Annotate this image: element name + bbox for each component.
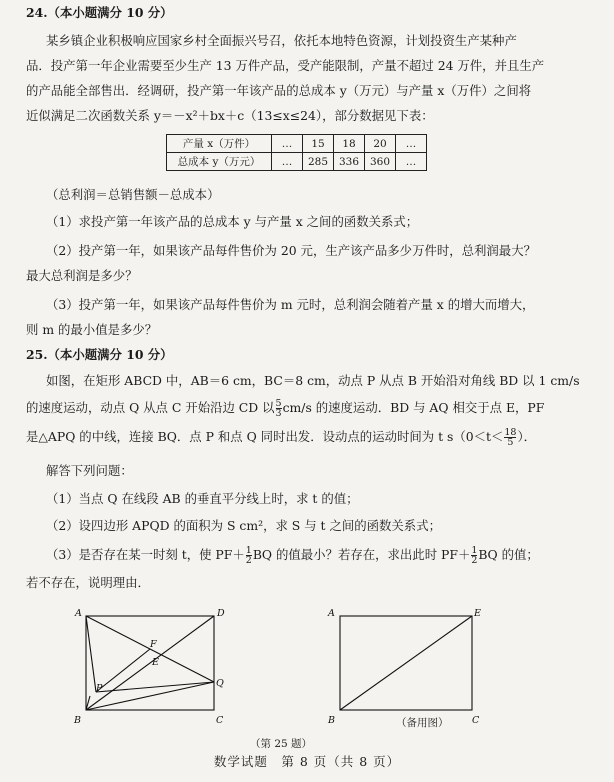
q24-part-3a: （3）投产第一年，如果该产品每件售价为 m 元时，总利润会随着产量 x 的增大而增大， xyxy=(46,297,535,312)
table-cell: 18 xyxy=(334,135,365,153)
q24-intro-line-4: 近似满足二次函数关系 y＝－x²＋bx＋c（13≤x≤24），部分数据见下表： xyxy=(26,108,434,123)
label-e: E xyxy=(474,608,481,619)
table-header-x: 产量 x（万件） xyxy=(167,135,272,153)
label-p: P xyxy=(96,683,103,694)
fraction-numerator: 18 xyxy=(504,427,517,438)
time-fraction xyxy=(504,428,516,447)
diagonal-backup xyxy=(340,616,472,710)
q24-intro-line-2: 品．投产第一年企业需要至少生产 13 万件产品，受产能限制，产量不超过 24 万件，并且生产 xyxy=(26,58,545,73)
table-cell: … xyxy=(272,153,303,171)
q25-line-3 xyxy=(26,428,596,447)
q24-intro-line-1: 某乡镇企业积极响应国家乡村全面振兴号召，依托本地特色资源，计划投资生产某种产 xyxy=(46,33,517,48)
q25-part-2: （2）设四边形 APQD 的面积为 S cm²，求 S 与 t 之间的函数关系式； xyxy=(46,518,441,533)
figure-backup xyxy=(322,602,487,728)
q24-note: （总利润＝总销售额－总成本） xyxy=(46,187,220,202)
q25-line-2 xyxy=(26,399,596,418)
q24-part-1: （1）求投产第一年该产品的总成本 y 与产量 x 之间的函数关系式； xyxy=(46,214,419,229)
q25-solve: 解答下列问题： xyxy=(46,463,133,478)
q24-part-2a: （2）投产第一年，如果该产品每件售价为 20 元，生产该产品多少万件时，总利润最大？ xyxy=(46,243,536,258)
label-c: C xyxy=(472,715,480,726)
label-e: E xyxy=(152,657,159,668)
q25-line-1: 如图，在矩形 ABCD 中，AB＝6 cm，BC＝8 cm，动点 P 从点 B 开始沿对角线 BD 以 1 cm/s xyxy=(46,373,580,388)
label-b: B xyxy=(328,715,335,726)
table-row-y xyxy=(167,153,427,171)
table-cell: 336 xyxy=(334,153,365,171)
table-cell: … xyxy=(396,135,427,153)
fraction-denominator: 2 xyxy=(471,555,478,566)
data-table xyxy=(166,134,427,171)
q25-line-3-post: ）． xyxy=(517,429,537,444)
table-cell: … xyxy=(272,135,303,153)
table-row-x xyxy=(167,135,427,153)
half-fraction xyxy=(246,546,252,565)
segment-pq xyxy=(96,682,214,692)
label-f: F xyxy=(150,639,157,650)
table-cell: 360 xyxy=(365,153,396,171)
half-fraction xyxy=(471,546,477,565)
speed-fraction xyxy=(276,399,282,418)
caption-main: （第 25 题） xyxy=(250,738,313,750)
q25-part-1: （1）当点 Q 在线段 AB 的垂直平分线上时，求 t 的值； xyxy=(46,491,359,506)
fraction-denominator: 3 xyxy=(275,408,282,419)
q25-title: 25.（本小题满分 10 分） xyxy=(26,347,173,362)
q25-part-3 xyxy=(46,546,596,565)
label-a: A xyxy=(75,608,82,619)
fraction-numerator: 1 xyxy=(245,545,252,556)
fraction-numerator: 1 xyxy=(471,545,478,556)
q24-part-3b: 则 m 的最小值是多少？ xyxy=(26,322,158,337)
table-cell: … xyxy=(396,153,427,171)
figure-main xyxy=(66,602,226,728)
caption-backup: （备用图） xyxy=(396,717,449,729)
q25-line-2-pre: 的速度运动，动点 Q 从点 C 开始沿边 CD 以 xyxy=(26,400,275,415)
q25-part-3-post: BQ 的值； xyxy=(478,547,539,562)
label-c: C xyxy=(216,715,224,726)
label-q: Q xyxy=(216,678,224,689)
fraction-denominator: 5 xyxy=(507,437,514,448)
table-header-y: 总成本 y（万元） xyxy=(167,153,272,171)
q24-title: 24.（本小题满分 10 分） xyxy=(26,5,173,20)
q25-part-3b: 若不存在，说明理由． xyxy=(26,575,150,590)
q25-part-3-pre: （3）是否存在某一时刻 t，使 PF＋ xyxy=(46,547,245,562)
segment-pf xyxy=(96,649,150,692)
table-cell: 285 xyxy=(303,153,334,171)
q25-line-3-pre: 是△APQ 的中线，连接 BQ．点 P 和点 Q 同时出发．设动点的运动时间为 t s（0＜t＜ xyxy=(26,429,504,444)
label-d: D xyxy=(217,608,225,619)
table-cell: 15 xyxy=(303,135,334,153)
label-a: A xyxy=(328,608,335,619)
page-footer: 数学试题 第 8 页（共 8 页） xyxy=(213,754,401,769)
table-cell: 20 xyxy=(365,135,396,153)
q25-part-3-mid: BQ 的值最小？若存在，求出此时 PF＋ xyxy=(252,547,471,562)
fraction-denominator: 2 xyxy=(245,555,252,566)
fraction-numerator: 5 xyxy=(275,398,282,409)
q24-intro-line-3: 的产品能全部售出．经调研，投产第一年该产品的总成本 y（万元）与产量 x（万件）之间将 xyxy=(26,83,532,98)
segment-ap xyxy=(86,616,96,692)
label-b: B xyxy=(74,715,81,726)
q25-line-2-post: cm/s 的速度运动．BD 与 AQ 相交于点 E，PF xyxy=(282,400,545,415)
q24-part-2b: 最大总利润是多少？ xyxy=(26,268,138,283)
